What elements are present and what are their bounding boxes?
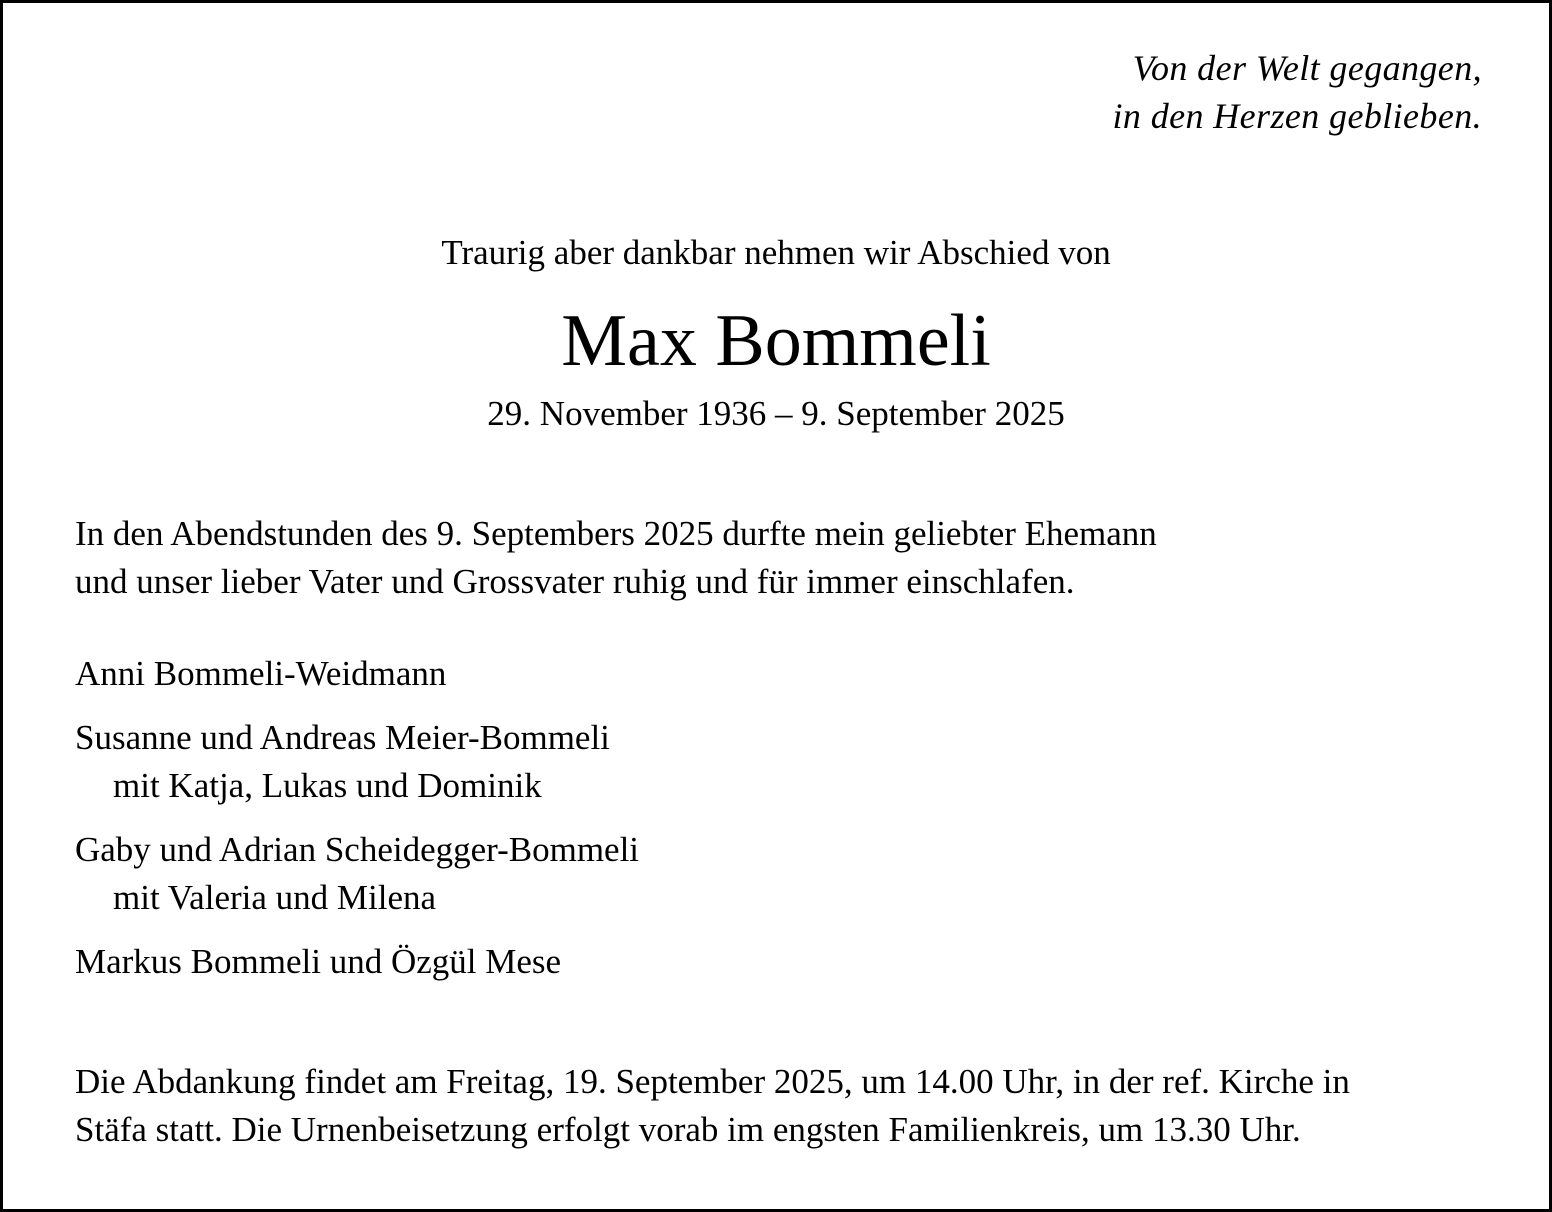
mourner-group [75,714,639,810]
life-dates: 29. November 1936 – 9. September 2025 [487,394,1065,433]
message [75,510,1157,606]
message-line-2: und unser lieber Vater und Grossvater ruhig und für immer einschlafen. [75,562,1075,601]
motto-line-2: in den Herzen geblieben. [1112,96,1482,136]
motto [1113,44,1483,140]
mourner-name: Anni Bommeli-Weidmann [75,654,447,693]
ceremony-line-2: Stäfa statt. Die Urnenbeisetzung erfolgt vorab im engsten Familienkreis, um 13.30 Uhr. [75,1110,1301,1149]
ceremony-info [75,1058,1350,1154]
intro-text: Traurig aber dankbar nehmen wir Abschied von [441,233,1111,272]
mourner-name: Susanne und Andreas Meier-Bommeli [75,718,610,757]
mourner-name: Markus Bommeli und Özgül Mese [75,942,562,981]
mourner-group [75,938,639,986]
mourner-name: Gaby und Adrian Scheidegger-Bommeli [75,830,640,869]
deceased-name: Max Bommeli [561,300,991,382]
message-line-1: In den Abendstunden des 9. Septembers 2025 durfte mein geliebter Ehemann [75,514,1157,553]
mourner-group [75,650,639,698]
motto-line-1: Von der Welt gegangen, [1132,48,1482,88]
mourner-children: mit Valeria und Milena [113,878,437,917]
mourner-group [75,826,639,922]
ceremony-line-1: Die Abdankung findet am Freitag, 19. September 2025, um 14.00 Uhr, in der ref. Kirche in [75,1062,1350,1101]
mourner-children: mit Katja, Lukas und Dominik [113,766,542,805]
mourners-list [75,650,639,1002]
